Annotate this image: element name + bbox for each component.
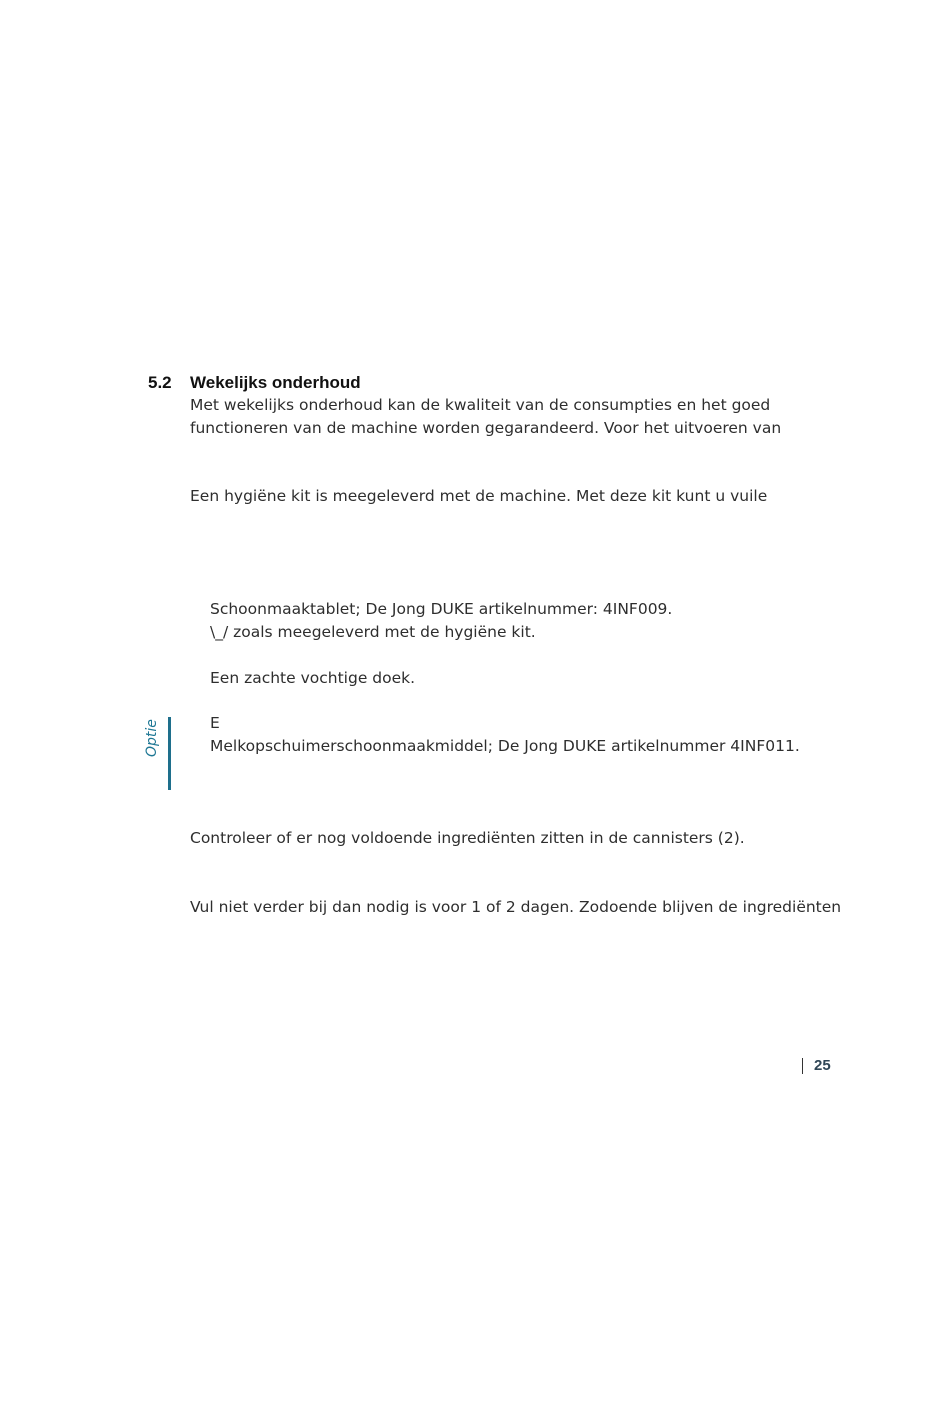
page-number: 25 — [814, 1057, 831, 1074]
supply-brush: \_/ zoals meegeleverd met de hygiëne kit. — [210, 623, 536, 641]
hygiene-kit-line: Een hygiëne kit is meegeleverd met de machine. Met deze kit kunt u vuile — [190, 487, 768, 505]
refill-note: Vul niet verder bij dan nodig is voor 1 of 2 dagen. Zodoende blijven de ingrediënten — [190, 898, 842, 916]
check-ingredients: Controleer of er nog voldoende ingrediënten zitten in de cannisters (2). — [190, 829, 745, 847]
option-letter: E — [210, 714, 220, 732]
option-label: Optie — [144, 719, 160, 757]
option-cleaner: Melkopschuimerschoonmaakmiddel; De Jong DUKE artikelnummer 4INF011. — [210, 737, 800, 755]
section-number: 5.2 — [148, 373, 172, 392]
page-separator — [802, 1058, 803, 1074]
section-title: Wekelijks onderhoud — [190, 373, 361, 392]
option-bar — [168, 717, 171, 790]
intro-line-1: Met wekelijks onderhoud kan de kwaliteit van de consumpties en het goed — [190, 396, 771, 414]
supply-tablet: Schoonmaaktablet; De Jong DUKE artikelnummer: 4INF009. — [210, 600, 673, 618]
intro-line-2: functioneren van de machine worden gegarandeerd. Voor het uitvoeren van — [190, 419, 782, 437]
supply-cloth: Een zachte vochtige doek. — [210, 669, 416, 687]
